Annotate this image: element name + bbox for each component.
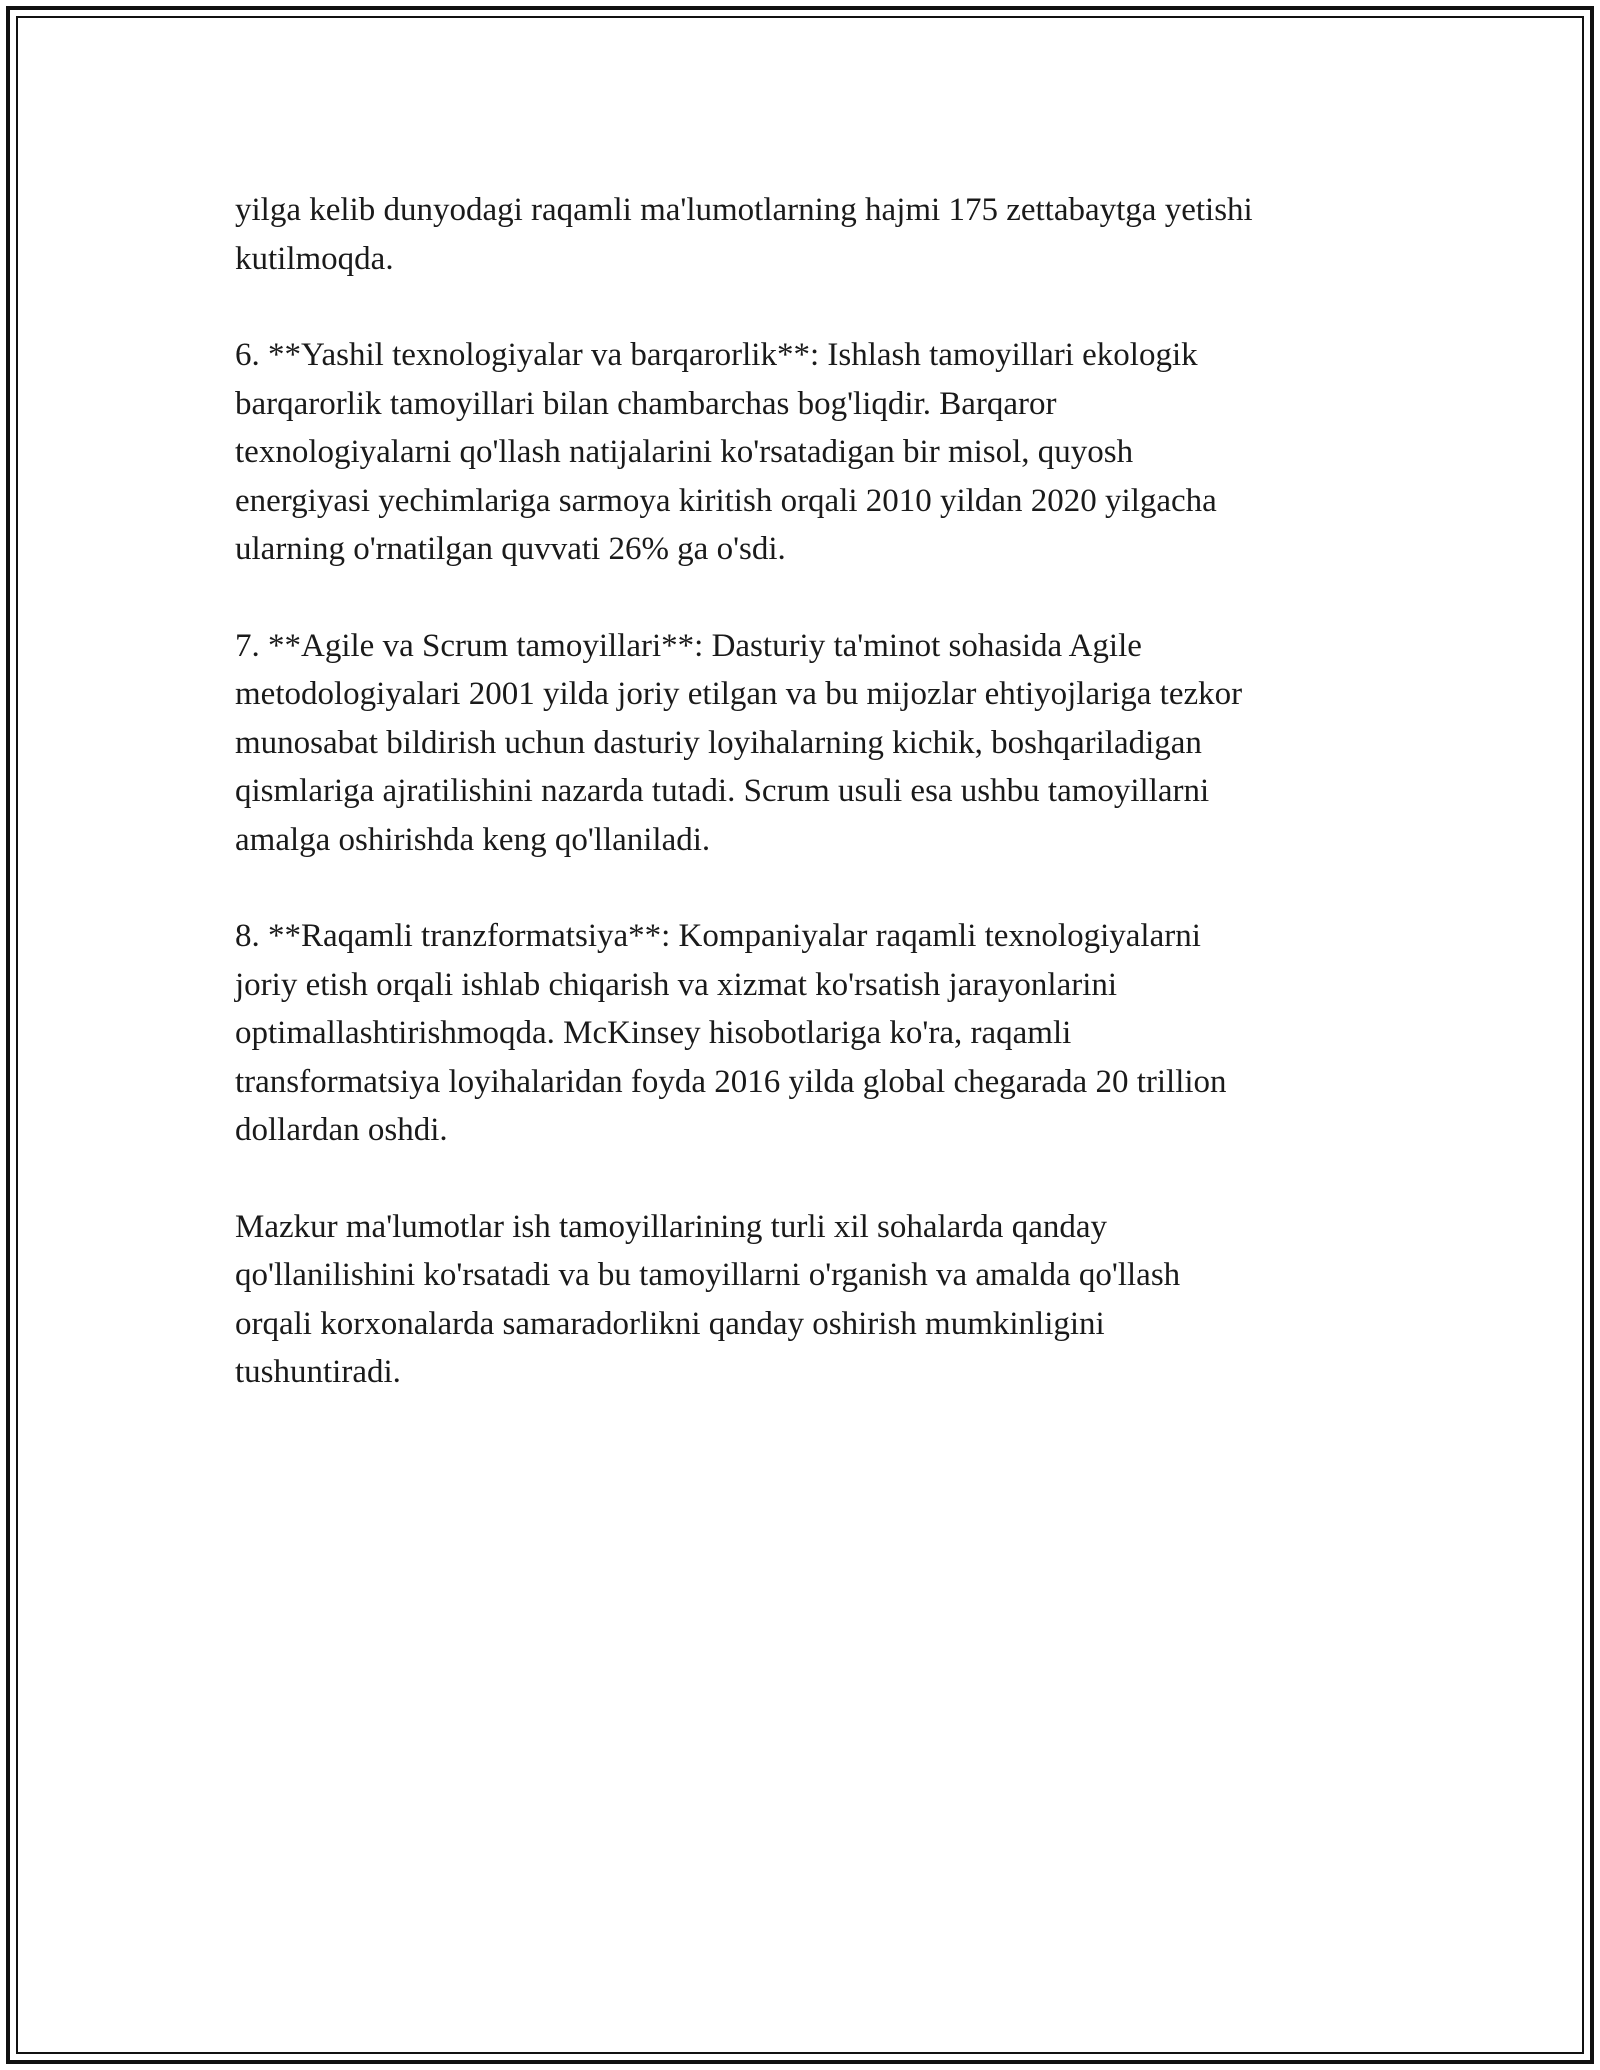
text-line: transformatsiya loyihalaridan foyda 2016 yilda global chegarada 20 trillion [235,1063,1227,1100]
text-line: qo'llanilishini ko'rsatadi va bu tamoyillarni o'rganish va amalda qo'llash [235,1257,1181,1293]
paragraph-item-8 [235,912,1385,1155]
text-line: Mazkur ma'lumotlar ish tamoyillarining turli xil sohalarda qanday [235,1208,1107,1245]
text-line: orqali korxonalarda samaradorlikni qanday oshirish mumkinligini [235,1305,1105,1342]
text-line: 8. **Raqamli tranzformatsiya**: Kompaniyalar raqamli texnologiyalarni [235,918,1201,954]
text-line: 6. **Yashil texnologiyalar va barqarorlik**: Ishlash tamoyillari ekologik [235,337,1198,373]
text-line: optimallashtirishmoqda. McKinsey hisobotlariga ko'ra, raqamli [235,1015,1072,1051]
document-body [235,186,1385,1445]
text-line: dollardan oshdi. [235,1112,448,1148]
text-line: amalga oshirishda keng qo'llaniladi. [235,821,711,858]
text-line: texnologiyalarni qo'llash natijalarini ko'rsatadigan bir misol, quyosh [235,434,1134,470]
text-line: ularning o'rnatilgan quvvati 26% ga o'sdi. [235,531,786,567]
paragraph-item-7 [235,622,1385,865]
text-line: metodologiyalari 2001 yilda joriy etilgan va bu mijozlar ehtiyojlariga tezkor [235,676,1243,712]
text-line: munosabat bildirish uchun dasturiy loyihalarning kichik, boshqariladigan [235,724,1202,761]
paragraph-continuation [235,186,1385,283]
text-line: yilga kelib dunyodagi raqamli ma'lumotlarning hajmi 175 zettabaytga yetishi [235,192,1253,228]
paragraph-conclusion [235,1203,1385,1397]
text-line: barqarorlik tamoyillari bilan chambarchas bog'liqdir. Barqaror [235,385,1057,422]
text-line: qismlariga ajratilishini nazarda tutadi. Scrum usuli esa ushbu tamoyillarni [235,773,1210,809]
text-line: joriy etish orqali ishlab chiqarish va xizmat ko'rsatish jarayonlarini [235,966,1118,1003]
text-line: kutilmoqda. [235,240,394,277]
text-line: energiyasi yechimlariga sarmoya kiritish orqali 2010 yildan 2020 yilgacha [235,482,1217,519]
paragraph-item-6 [235,331,1385,574]
text-line: tushuntiradi. [235,1354,401,1390]
text-line: 7. **Agile va Scrum tamoyillari**: Dasturiy ta'minot sohasida Agile [235,627,1142,664]
